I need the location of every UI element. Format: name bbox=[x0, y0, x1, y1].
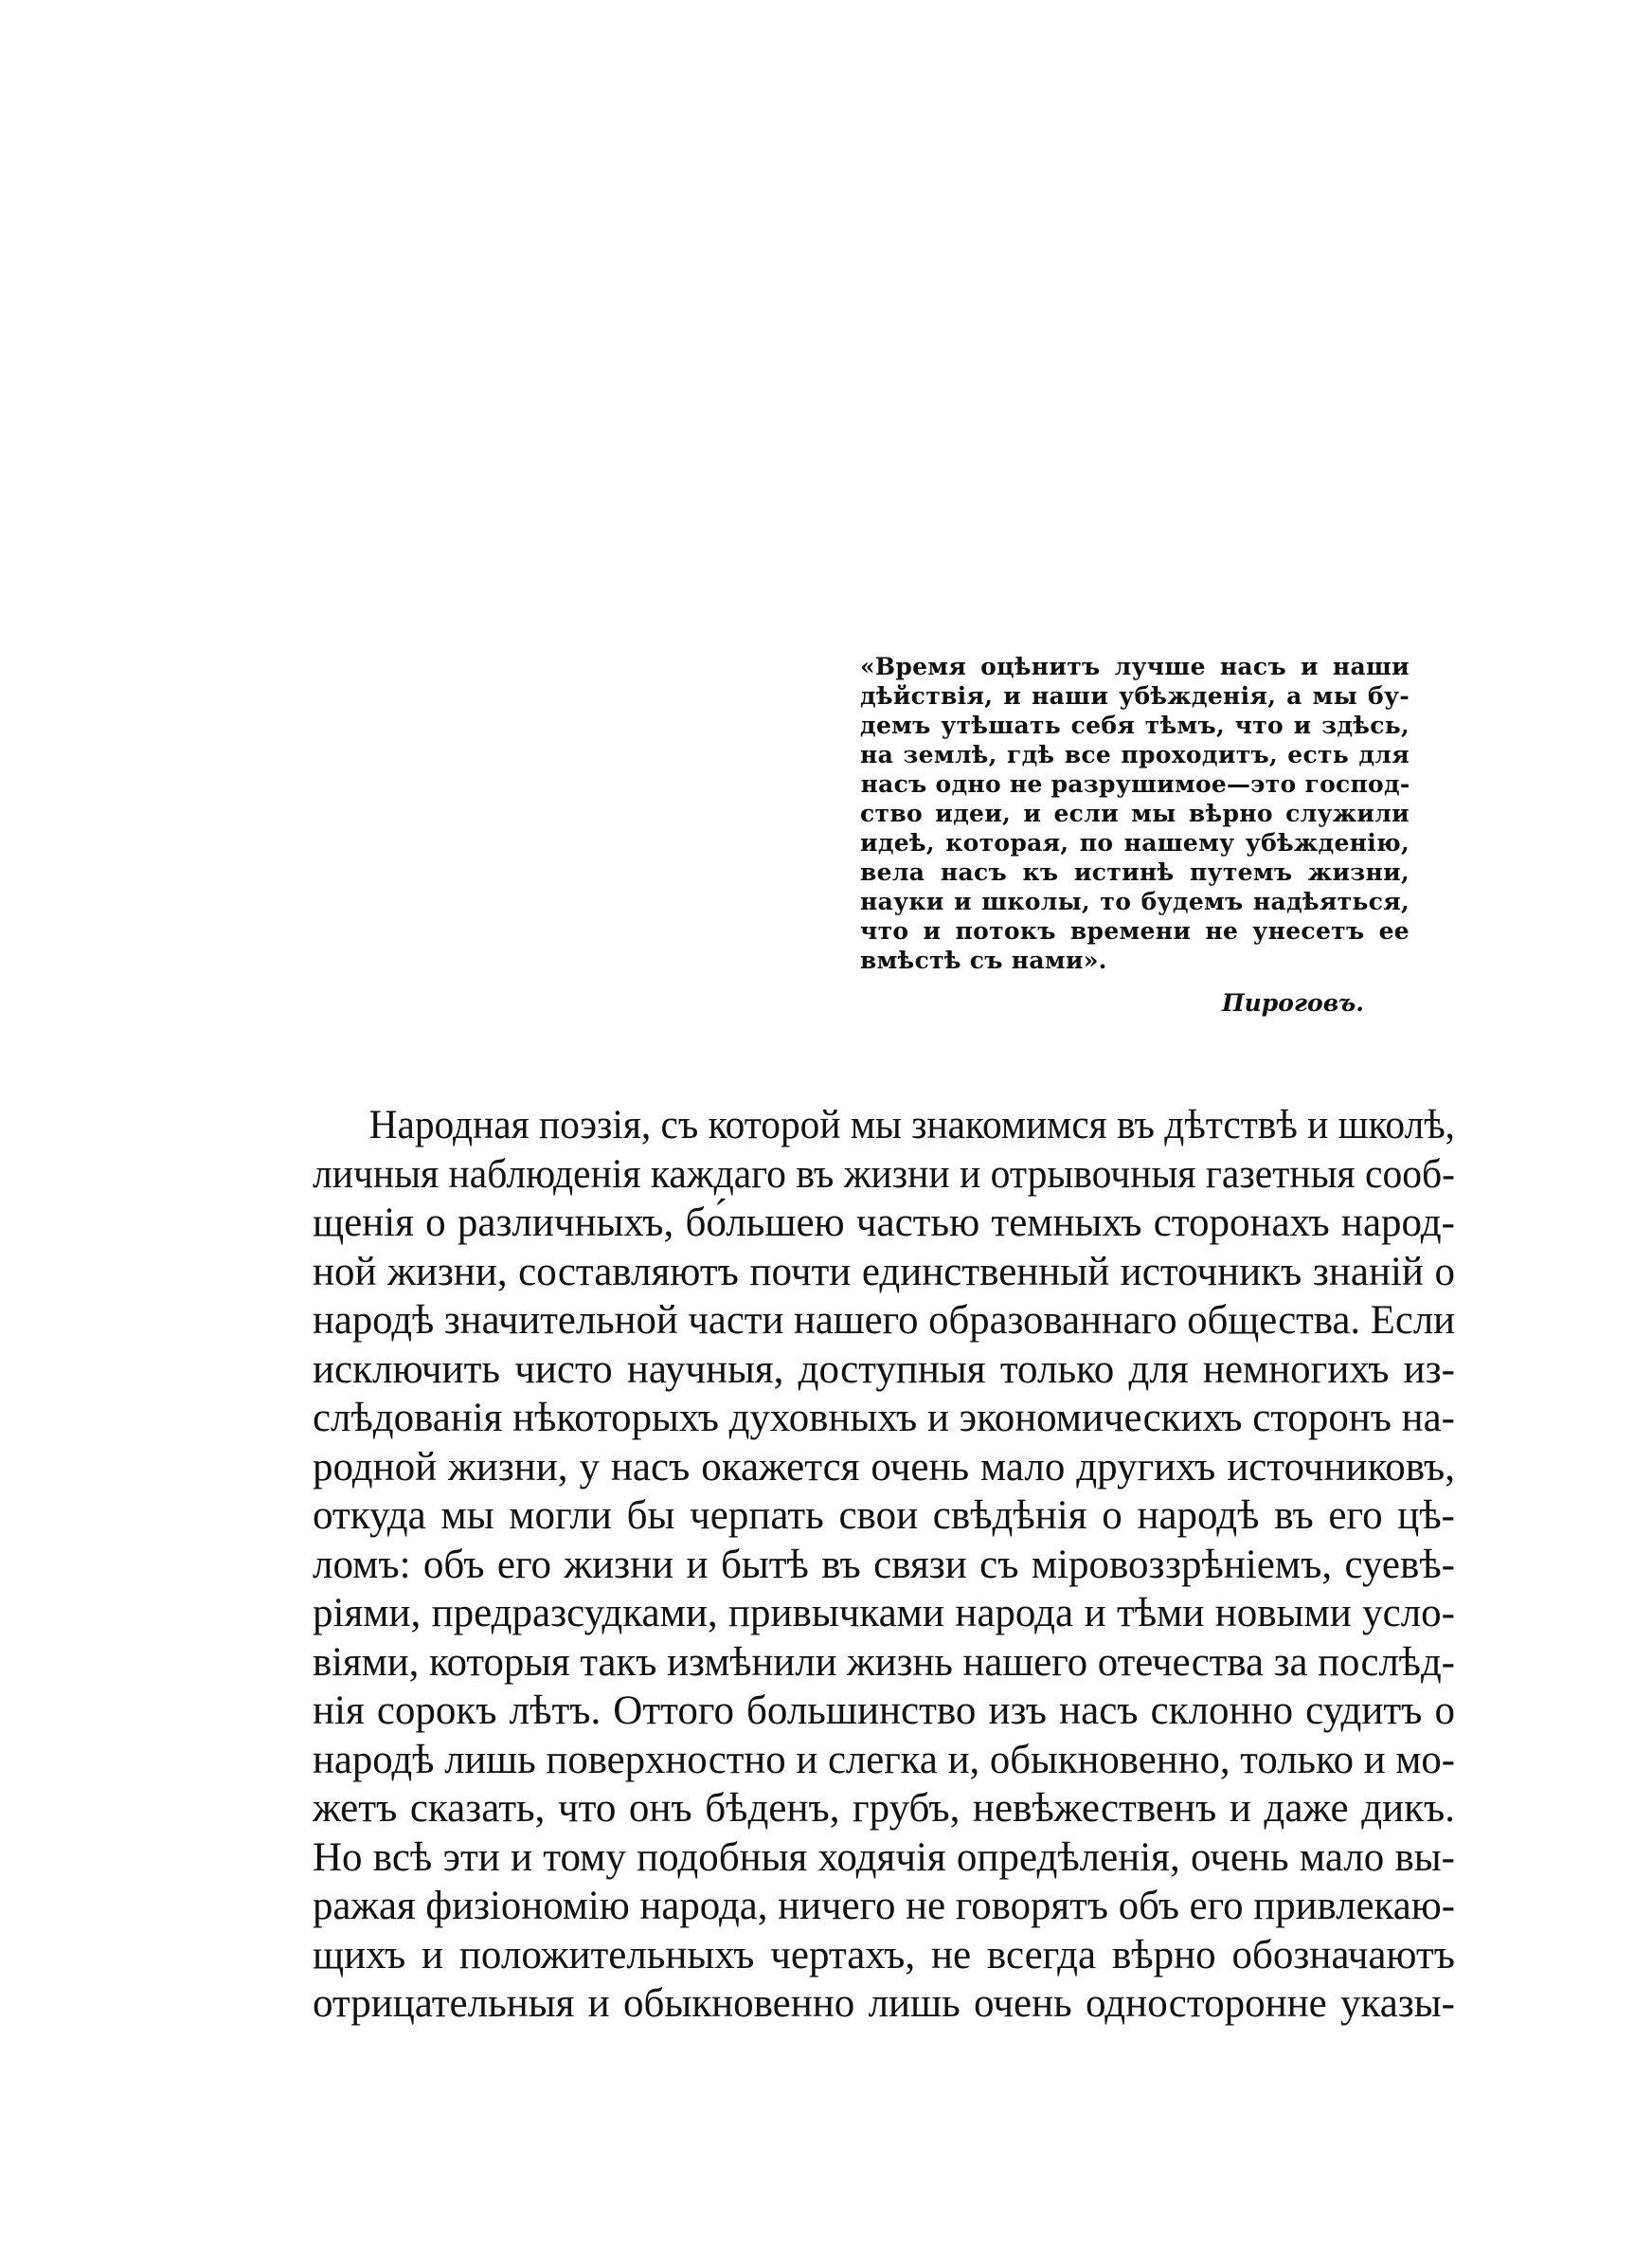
body-line: народѣ лишь поверхностно и слегка и, обыкновенно, только и мо- bbox=[313, 1737, 1456, 1782]
body-line: щенія о различныхъ, бо́льшею частью темныхъ сторонахъ народ- bbox=[313, 1201, 1455, 1245]
epigraph-line: науки и школы, то будемъ надѣяться, bbox=[860, 888, 1410, 915]
epigraph-line: вела насъ къ истинѣ путемъ жизни, bbox=[860, 858, 1410, 886]
epigraph-line: вмѣстѣ съ нами». bbox=[860, 947, 1107, 974]
body-line: исключить чисто научныя, доступныя только для немногихъ из- bbox=[313, 1346, 1455, 1392]
epigraph-line: насъ одно не разрушимое—это господ- bbox=[860, 770, 1410, 798]
epigraph-line: ство идеи, и если мы вѣрно служили bbox=[860, 800, 1410, 827]
body-line: ражая физіономію народа, ничего не говорятъ объ его привлекаю- bbox=[313, 1884, 1455, 1928]
body-line: родной жизни, у насъ окажется очень мало другихъ источниковъ, bbox=[313, 1444, 1455, 1490]
epigraph-line: что и потокъ времени не унесетъ ее bbox=[860, 917, 1410, 945]
body-line: віями, которыя такъ измѣнили жизнь нашего отечества за послѣд- bbox=[313, 1639, 1455, 1685]
body-line: Народная поэзія, съ которой мы знакомимся въ дѣтствѣ и школѣ, bbox=[368, 1103, 1456, 1147]
epigraph-line: «Время оцѣнитъ лучше насъ и наши bbox=[860, 653, 1410, 680]
body-text bbox=[313, 1101, 1455, 2029]
body-line: народѣ значительной части нашего образованнаго общества. Если bbox=[313, 1298, 1455, 1343]
body-line: жетъ сказать, что онъ бѣденъ, грубъ, невѣжественъ и даже дикъ. bbox=[313, 1786, 1455, 1831]
body-line: ной жизни, составляютъ почти единственный источникъ знаній о bbox=[313, 1249, 1455, 1294]
body-line: откуда мы могли бы черпать свои свѣдѣнія о народѣ въ его цѣ- bbox=[313, 1493, 1455, 1538]
body-line: отрицательныя и обыкновенно лишь очень односторонне указы- bbox=[313, 1981, 1455, 2026]
epigraph bbox=[860, 652, 1410, 975]
body-line: щихъ и положительныхъ чертахъ, не всегда вѣрно обозначаютъ bbox=[313, 1932, 1455, 1977]
epigraph-author: Пироговъ. bbox=[1222, 989, 1364, 1017]
body-line: ріями, предразсудками, привычками народа и тѣми новыми усло- bbox=[313, 1591, 1455, 1635]
epigraph-line: идеѣ, которая, по нашему убѣжденію, bbox=[860, 829, 1410, 857]
body-line: слѣдованія нѣкоторыхъ духовныхъ и экономическихъ сторонъ на- bbox=[313, 1396, 1455, 1440]
body-line: Но всѣ эти и тому подобныя ходячія опредѣленія, очень мало вы- bbox=[313, 1834, 1455, 1880]
body-line: нія сорокъ лѣтъ. Оттого большинство изъ насъ склонно судитъ о bbox=[313, 1688, 1455, 1733]
epigraph-line: демъ утѣшать себя тѣмъ, что и здѣсь, bbox=[860, 712, 1410, 739]
body-line: личныя наблюденія каждаго въ жизни и отрывочныя газетныя сооб- bbox=[313, 1151, 1456, 1197]
body-line: ломъ: объ его жизни и бытѣ въ связи съ міровоззрѣніемъ, суевѣ- bbox=[313, 1542, 1455, 1587]
epigraph-line: на землѣ, гдѣ все проходитъ, есть для bbox=[860, 741, 1410, 768]
epigraph-line: дѣйствія, и наши убѣжденія, а мы бу- bbox=[860, 682, 1410, 710]
